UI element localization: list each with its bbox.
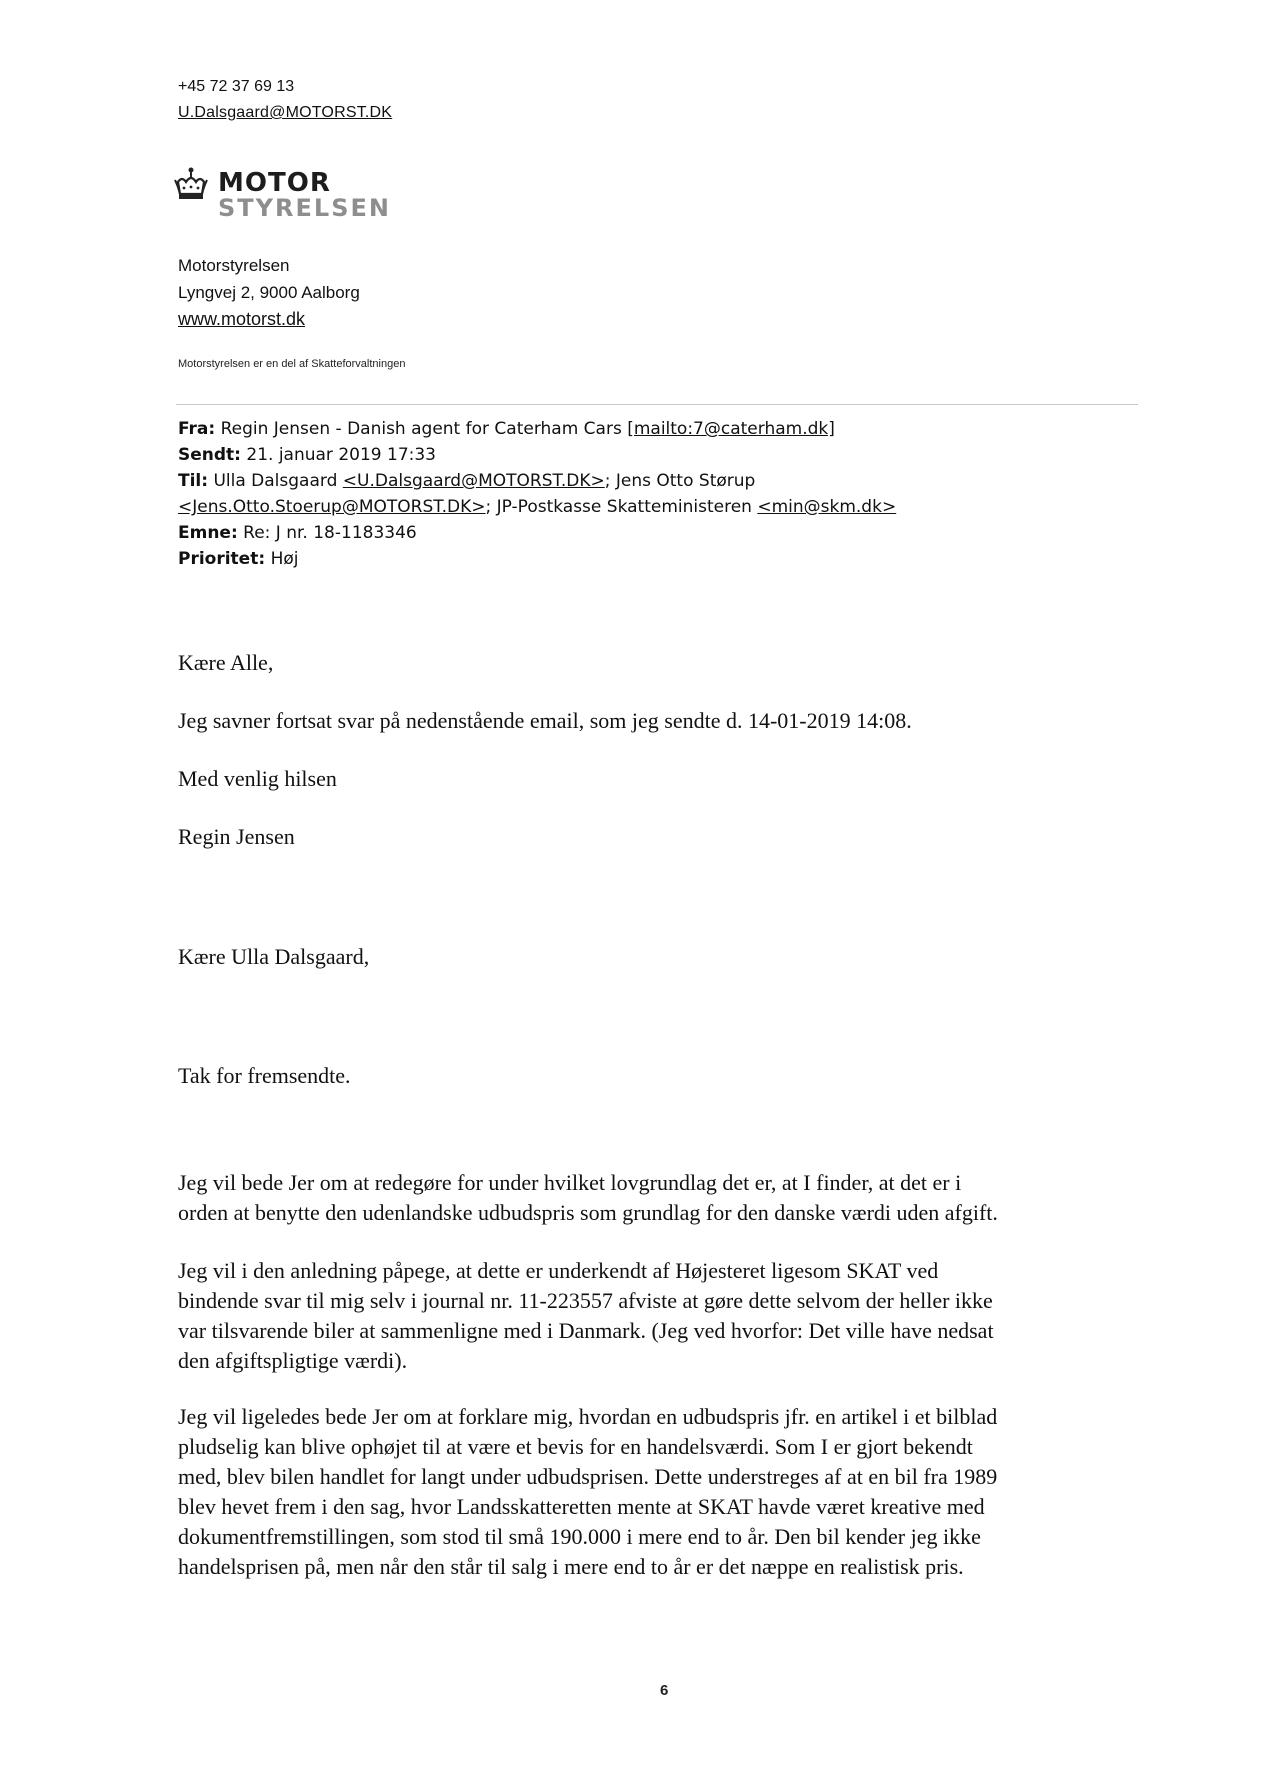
header-divider xyxy=(176,404,1138,405)
greeting-ulla: Kære Ulla Dalsgaard, xyxy=(178,944,370,969)
logo-word-styrelsen: STYRELSEN xyxy=(218,194,391,222)
signer-name: Regin Jensen xyxy=(178,824,295,849)
paragraph-line: den afgiftspligtige værdi). xyxy=(178,1348,408,1373)
priority-value: Høj xyxy=(270,549,299,569)
paragraph-followup: Jeg savner fortsat svar på nedenstående email, som jeg sendte d. 14-01-2019 14:08. xyxy=(178,708,912,733)
paragraph-line: handelsprisen på, men når den står til salg i mere end to år er det næppe en realistisk pris. xyxy=(178,1554,964,1579)
address-block xyxy=(178,252,360,333)
paragraph-line: orden at benytte den udenlandske udbudspris som grundlag for den danske værdi uden afgift. xyxy=(178,1200,998,1225)
header-subject xyxy=(178,520,1138,546)
paragraph-line: Jeg vil i den anledning påpege, at dette er underkendt af Højesteret ligesom SKAT ved xyxy=(178,1258,939,1283)
paragraph-line: Jeg vil ligeledes bede Jer om at forklare mig, hvordan en udbudspris jfr. en artikel i et bilblad xyxy=(178,1404,998,1429)
paragraph-line: pludselig kan blive ophøjet til at være et bevis for en handelsværdi. Som I er gjort bekendt xyxy=(178,1434,973,1459)
subject-value: Re: J nr. 18-1183346 xyxy=(243,523,417,543)
greeting-all: Kære Alle, xyxy=(178,650,274,675)
signature-block xyxy=(178,74,392,126)
from-mailto-link[interactable]: [mailto:7@caterham.dk] xyxy=(627,419,835,439)
paragraph-legal-basis xyxy=(178,1168,1158,1228)
page-number: 6 xyxy=(660,1682,669,1699)
to-address-2-link[interactable]: <Jens.Otto.Stoerup@MOTORST.DK> xyxy=(178,497,486,517)
subject-label: Emne: xyxy=(178,523,238,543)
paragraph-line: var tilsvarende biler at sammenligne med i Danmark. (Jeg ved hvorfor: Det ville have nedsat xyxy=(178,1318,994,1343)
website-link[interactable]: www.motorst.dk xyxy=(178,309,306,329)
agency-note: Motorstyrelsen er en del af Skatteforvaltningen xyxy=(178,358,406,370)
paragraph-line: dokumentfremstillingen, som stod til små 190.000 i mere end to år. Den bil kender jeg ikke xyxy=(178,1524,981,1549)
header-from xyxy=(178,416,1138,442)
header-priority xyxy=(178,546,1138,572)
paragraph-line: blev hevet frem i den sag, hvor Landsskatteretten mente at SKAT havde været kreative med xyxy=(178,1494,985,1519)
signature-phone: +45 72 37 69 13 xyxy=(178,78,295,95)
from-label: Fra: xyxy=(178,419,216,439)
address-name: Motorstyrelsen xyxy=(178,256,290,275)
signature-email-link[interactable]: U.Dalsgaard@MOTORST.DK xyxy=(178,104,393,121)
header-to xyxy=(178,468,1138,494)
paragraph-line: Jeg vil bede Jer om at redegøre for under hvilket lovgrundlag det er, at I finder, at det er i xyxy=(178,1170,962,1195)
header-sent xyxy=(178,442,1138,468)
logo-word-motor: MOTOR xyxy=(218,168,331,198)
paragraph-supreme-court xyxy=(178,1256,1158,1376)
header-to-continued xyxy=(178,494,1138,520)
to-name-1: Ulla Dalsgaard xyxy=(213,471,338,491)
paragraph-offer-price xyxy=(178,1402,1158,1582)
closing: Med venlig hilsen xyxy=(178,766,337,791)
to-address-1-link[interactable]: <U.Dalsgaard@MOTORST.DK> xyxy=(342,471,605,491)
address-street: Lyngvej 2, 9000 Aalborg xyxy=(178,283,360,302)
crown-icon xyxy=(172,166,210,206)
from-value: Regin Jensen - Danish agent for Caterham Cars xyxy=(220,419,622,439)
to-name-3: ; JP-Postkasse Skatteministeren xyxy=(485,497,752,517)
paragraph-line: med, blev bilen handlet for langt under udbudsprisen. Dette understreges af at en bil fra 1989 xyxy=(178,1464,998,1489)
thanks-line: Tak for fremsendte. xyxy=(178,1063,351,1088)
motorstyrelsen-logo xyxy=(172,166,412,226)
paragraph-line: bindende svar til mig selv i journal nr. 11-223557 afviste at gøre dette selvom der heller ikke xyxy=(178,1288,993,1313)
email-header xyxy=(178,416,1138,572)
to-address-3-link[interactable]: <min@skm.dk> xyxy=(757,497,897,517)
sent-label: Sendt: xyxy=(178,445,241,465)
to-name-2: ; Jens Otto Størup xyxy=(604,471,756,491)
to-label: Til: xyxy=(178,471,209,491)
priority-label: Prioritet: xyxy=(178,549,266,569)
sent-value: 21. januar 2019 17:33 xyxy=(246,445,436,465)
